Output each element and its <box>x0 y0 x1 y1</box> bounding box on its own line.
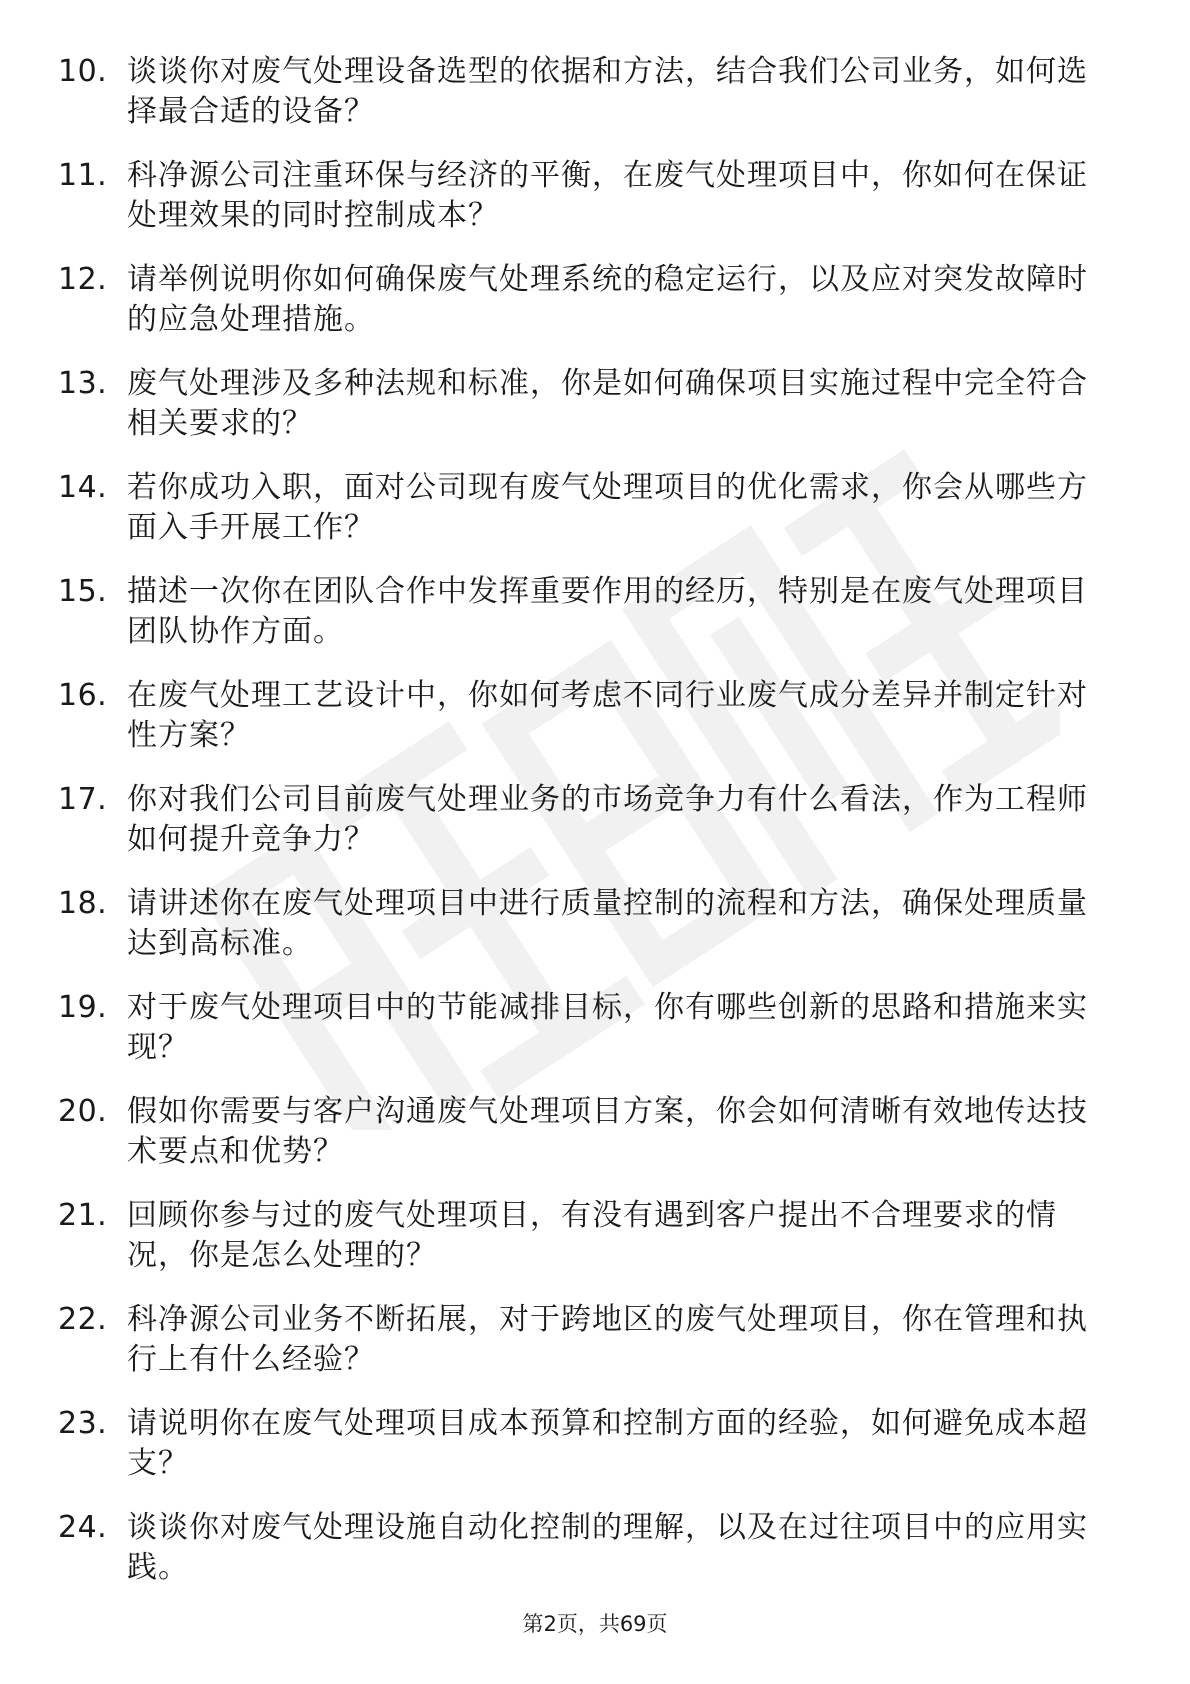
question-text: 描述一次你在团队合作中发挥重要作用的经历，特别是在废气处理项目团队协作方面。 <box>127 574 1088 649</box>
question-text: 对于废气处理项目中的节能减排目标，你有哪些创新的思路和措施来实现？ <box>127 990 1088 1065</box>
question-item <box>0 52 1190 156</box>
question-number: 24. <box>58 1510 108 1545</box>
question-number: 22. <box>58 1302 108 1337</box>
question-item <box>0 1092 1190 1196</box>
page-footer: 第2页，共69页 <box>522 1612 668 1636</box>
question-item <box>0 780 1190 884</box>
question-item <box>0 1508 1190 1612</box>
question-item <box>0 1196 1190 1300</box>
question-number: 20. <box>58 1094 108 1129</box>
question-number: 14. <box>58 470 108 505</box>
question-text: 假如你需要与客户沟通废气处理项目方案，你会如何清晰有效地传达技术要点和优势？ <box>127 1094 1088 1169</box>
question-number: 18. <box>58 886 108 921</box>
question-text: 废气处理涉及多种法规和标准，你是如何确保项目实施过程中完全符合相关要求的？ <box>127 366 1088 441</box>
question-number: 16. <box>58 678 108 713</box>
question-number: 21. <box>58 1198 108 1233</box>
question-text: 科净源公司注重环保与经济的平衡，在废气处理项目中，你如何在保证处理效果的同时控制成本？ <box>127 158 1088 233</box>
question-item <box>0 572 1190 676</box>
question-item <box>0 468 1190 572</box>
question-text: 回顾你参与过的废气处理项目，有没有遇到客户提出不合理要求的情况，你是怎么处理的？ <box>127 1198 1057 1273</box>
question-number: 12. <box>58 262 108 297</box>
question-item <box>0 988 1190 1092</box>
question-item <box>0 364 1190 468</box>
question-number: 19. <box>58 990 108 1025</box>
question-text: 谈谈你对废气处理设备选型的依据和方法，结合我们公司业务，如何选择最合适的设备？ <box>127 54 1088 129</box>
question-item <box>0 260 1190 364</box>
question-number: 23. <box>58 1406 108 1441</box>
question-text: 科净源公司业务不断拓展，对于跨地区的废气处理项目，你在管理和执行上有什么经验？ <box>127 1302 1088 1377</box>
question-text: 请举例说明你如何确保废气处理系统的稳定运行，以及应对突发故障时的应急处理措施。 <box>127 262 1088 337</box>
question-text: 谈谈你对废气处理设施自动化控制的理解，以及在过往项目中的应用实践。 <box>127 1510 1088 1585</box>
question-number: 15. <box>58 574 108 609</box>
question-item <box>0 676 1190 780</box>
question-text: 你对我们公司目前废气处理业务的市场竞争力有什么看法，作为工程师如何提升竞争力？ <box>127 782 1088 857</box>
question-text: 若你成功入职，面对公司现有废气处理项目的优化需求，你会从哪些方面入手开展工作？ <box>127 470 1088 545</box>
question-number: 17. <box>58 782 108 817</box>
question-text: 在废气处理工艺设计中，你如何考虑不同行业废气成分差异并制定针对性方案？ <box>127 678 1088 753</box>
question-number: 13. <box>58 366 108 401</box>
question-item <box>0 156 1190 260</box>
question-number: 10. <box>58 54 108 89</box>
question-item <box>0 1404 1190 1508</box>
question-list <box>0 52 1190 1612</box>
question-item <box>0 884 1190 988</box>
question-text: 请讲述你在废气处理项目中进行质量控制的流程和方法，确保处理质量达到高标准。 <box>127 886 1088 961</box>
question-number: 11. <box>58 158 108 193</box>
question-item <box>0 1300 1190 1404</box>
question-text: 请说明你在废气处理项目成本预算和控制方面的经验，如何避免成本超支？ <box>127 1406 1088 1481</box>
